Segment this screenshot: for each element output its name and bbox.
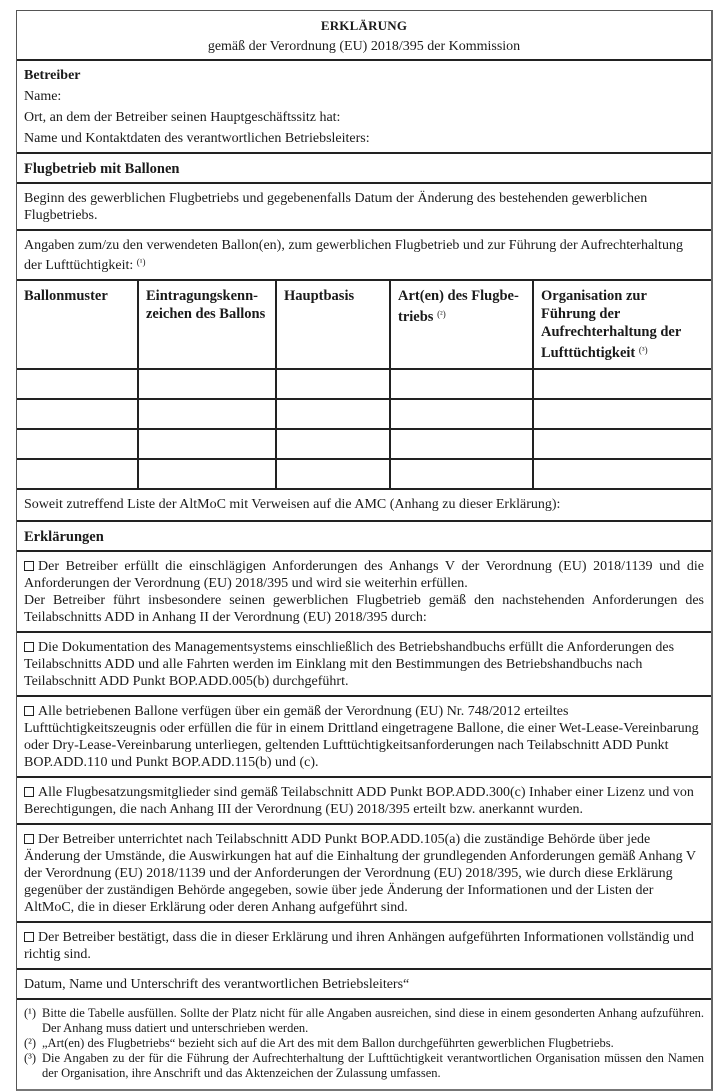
declaration-checkbox-3[interactable]	[24, 706, 34, 716]
table-cell[interactable]	[533, 459, 711, 489]
declaration-text-continued: Der Betreiber führt insbesondere seinen gewerblichen Flugbetrieb gemäß den nachstehenden Anforderungen des Teilabschnitts ADD in Anhang II der Verordnung (EU) 2018/395 durch:	[24, 593, 704, 625]
table-cell[interactable]	[276, 369, 390, 399]
footnote-text: „Art(en) des Flugbetriebs“ bezieht sich auf die Art des mit dem Ballon durchgeführten gewerblichen Flugbetriebs.	[42, 1036, 614, 1050]
declaration-form	[16, 10, 713, 1091]
footnote-number: (²)	[24, 1036, 37, 1050]
column-header-registration: Eintragungskenn-zeichen des Ballons	[138, 281, 276, 369]
footnote-1	[24, 1006, 704, 1036]
footnote-ref-1: (¹)	[136, 257, 146, 267]
declarations-heading: Erklärungen	[17, 520, 711, 550]
table-row	[17, 429, 711, 459]
operator-manager-contact-field[interactable]: Name und Kontaktdaten des verantwortlichen Betriebsleiters:	[24, 131, 370, 146]
flight-ops-start-field[interactable]: Beginn des gewerblichen Flugbetriebs und gegebenenfalls Datum der Änderung des bestehenden gewerblichen Flugbetriebs.	[17, 182, 711, 229]
table-row	[17, 399, 711, 429]
declaration-item	[17, 823, 711, 921]
table-cell[interactable]	[390, 399, 533, 429]
declaration-checkbox-4[interactable]	[24, 787, 34, 797]
declaration-item	[17, 631, 711, 695]
table-cell[interactable]	[533, 369, 711, 399]
form-header	[17, 11, 711, 59]
operator-heading: Betreiber	[24, 68, 81, 83]
operator-section	[17, 59, 711, 152]
column-header-operation-type: Art(en) des Flugbe-triebs $^{(^2)}$	[390, 281, 533, 369]
declaration-item	[17, 776, 711, 823]
footnote-text: Die Angaben zu der für die Führung der Aufrechterhaltung der Lufttüchtigkeit verantwortlichen Organisation müssen den Namen der Organisation, ihre Anschrift und das Aktenzeichen der Zulassung umfassen.	[42, 1051, 704, 1080]
footnote-2	[24, 1036, 704, 1051]
table-cell[interactable]	[138, 399, 276, 429]
footnote-ref-2: (²)	[437, 309, 446, 319]
table-cell[interactable]	[390, 459, 533, 489]
table-cell[interactable]	[533, 429, 711, 459]
declaration-item	[17, 695, 711, 776]
declaration-item	[17, 550, 711, 631]
declaration-checkbox-6[interactable]	[24, 932, 34, 942]
table-header-row	[17, 281, 711, 369]
table-cell[interactable]	[17, 459, 138, 489]
balloon-table	[17, 281, 711, 490]
form-subtitle: gemäß der Verordnung (EU) 2018/395 der Kommission	[207, 39, 521, 54]
declaration-text: Der Betreiber erfüllt die einschlägigen Anforderungen des Anhangs V der Verordnung (EU) 2018/1139 und die Anforderungen der Verordnung (EU) 2018/395 und wird sie weiterhin erfüllen.	[24, 559, 704, 591]
table-cell[interactable]	[276, 399, 390, 429]
table-cell[interactable]	[276, 459, 390, 489]
footnote-3	[24, 1051, 704, 1081]
operator-name-field[interactable]: Name:	[24, 89, 62, 104]
footnote-text: Bitte die Tabelle ausfüllen. Sollte der Platz nicht für alle Angaben ausreichen, sind diese in einem gesonderten Anhang aufzuführen. Der Anhang muss datiert und unterschrieben werden.	[42, 1006, 704, 1035]
declaration-text: Alle Flugbesatzungsmitglieder sind gemäß Teilabschnitt ADD Punkt BOP.ADD.300(c) Inhaber einer Lizenz und von Berechtigungen, die nach Anhang III der Verordnung (EU) 2018/395 erteilt bzw. anerkannt wurden.	[24, 785, 694, 817]
altmoc-list-field[interactable]: Soweit zutreffend Liste der AltMoC mit Verweisen auf die AMC (Anhang zu dieser Erklärung):	[24, 497, 561, 512]
footnote-number: (³)	[24, 1051, 37, 1065]
table-cell[interactable]	[17, 429, 138, 459]
footnotes	[17, 998, 711, 1089]
footnote-ref-3: (³)	[638, 345, 648, 355]
operator-location-field[interactable]: Ort, an dem der Betreiber seinen Hauptgeschäftssitz hat:	[24, 110, 341, 125]
balloon-table-wrap	[17, 279, 711, 490]
declaration-item	[17, 921, 711, 968]
table-row	[17, 369, 711, 399]
form-title: ERKLÄRUNG	[320, 18, 408, 33]
table-cell[interactable]	[276, 429, 390, 459]
table-cell[interactable]	[138, 429, 276, 459]
balloon-info-intro	[17, 229, 711, 279]
declaration-checkbox-5[interactable]	[24, 834, 34, 844]
column-header-main-base: Hauptbasis	[276, 281, 390, 369]
balloon-info-text: Angaben zum/zu den verwendeten Ballon(en), zum gewerblichen Flugbetrieb und zur Führung der Aufrechterhaltung der Lufttüchtigkeit:	[24, 238, 683, 273]
declaration-text: Die Dokumentation des Managementsystems einschließlich des Betriebshandbuchs erfüllt die Anforderungen des Teilabschnitts ADD und alle Fahrten werden im Einklang mit den Bestimmungen des Betriebshandbuchs nach Teilabschnitt ADD Punkt BOP.ADD.005(b) durchgeführt.	[24, 640, 675, 689]
footnote-number: (¹)	[24, 1006, 37, 1020]
table-row	[17, 459, 711, 489]
table-cell[interactable]	[138, 369, 276, 399]
declaration-text: Alle betriebenen Ballone verfügen über ein gemäß der Verordnung (EU) Nr. 748/2012 erteiltes Lufttüchtigkeitszeugnis oder erfüllen die für in einem Drittland eingetragene Ballone, die einer Wet-Lease-Vereinbarung oder Dry-Lease-Vereinbarung unterliegen, geltenden Lufttüchtigkeitsanforderungen nach Teilabschnitt ADD Punkt BOP.ADD.110 und Punkt BOP.ADD.115(b) und (c).	[24, 704, 699, 770]
table-cell[interactable]	[17, 369, 138, 399]
declaration-checkbox-1[interactable]	[24, 561, 34, 571]
table-cell[interactable]	[17, 399, 138, 429]
declaration-text: Der Betreiber bestätigt, dass die in dieser Erklärung und ihren Anhängen aufgeführten Informationen vollständig und richtig sind.	[24, 930, 694, 962]
signature-field[interactable]: Datum, Name und Unterschrift des verantwortlichen Betriebsleiters“	[17, 968, 711, 998]
table-cell[interactable]	[138, 459, 276, 489]
column-header-balloon-type: Ballonmuster	[17, 281, 138, 369]
table-cell[interactable]	[533, 399, 711, 429]
declaration-checkbox-2[interactable]	[24, 642, 34, 652]
column-header-airworthiness-org: Organisation zur Führung der Aufrechterhaltung der Lufttüchtigkeit $^{(^3)}$	[533, 281, 711, 369]
table-cell[interactable]	[390, 369, 533, 399]
table-cell[interactable]	[390, 429, 533, 459]
flight-ops-heading: Flugbetrieb mit Ballonen	[17, 152, 711, 182]
declaration-text: Der Betreiber unterrichtet nach Teilabschnitt ADD Punkt BOP.ADD.105(a) die zuständige Behörde über jede Änderung der Umstände, die Auswirkungen hat auf die Einhaltung der grundlegenden Anforderungen gemäß Anhang V der Verordnung (EU) 2018/1139 und der Anforderungen der Verordnung (EU) 2018/395, wie durch diese Erklärung gegenüber der zuständigen Behörde angegeben, sowie über jede Änderung der Informationen und der Listen der AltMoC, die in dieser Erklärung oder deren Anhang aufgeführt sind.	[24, 832, 696, 915]
